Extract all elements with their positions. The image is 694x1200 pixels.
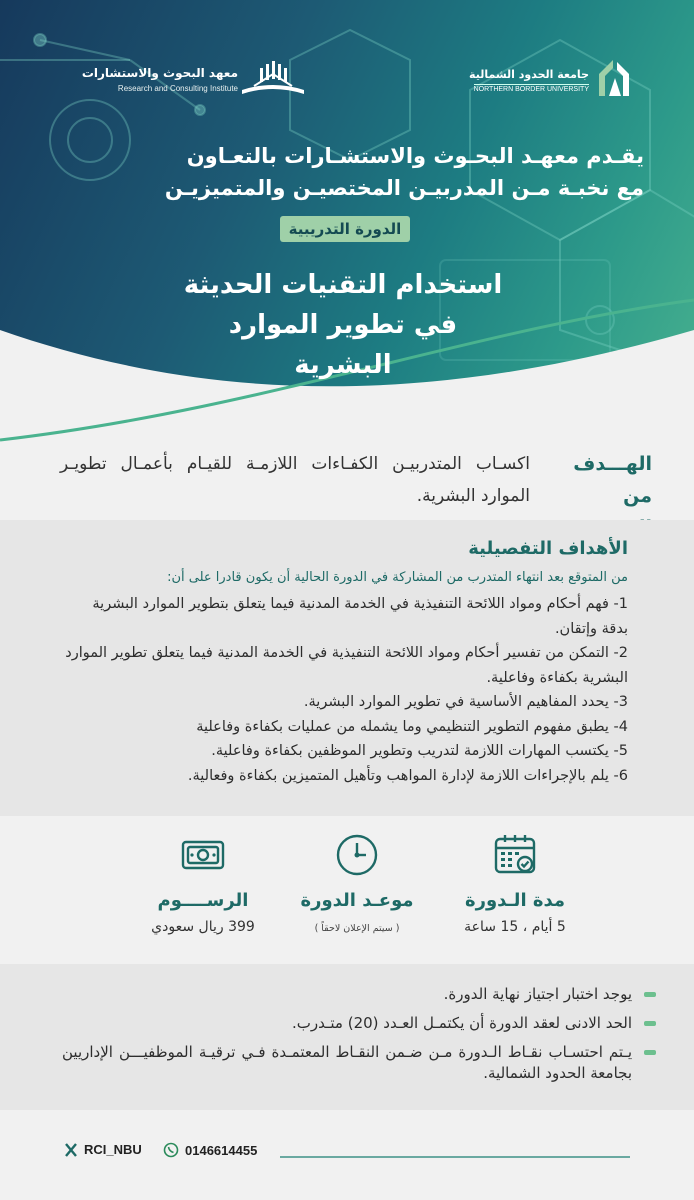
phone-number: 0146614455: [185, 1142, 258, 1158]
duration-info: [430, 832, 600, 935]
objective-item: 6- يلم بالإجراءات اللازمة لإدارة المواهب وتأهيل المتميزين بكفاءة وفعالية.: [187, 767, 628, 784]
duration-value: 5 أيام ، 15 ساعة: [464, 919, 566, 935]
institute-name-ar: معهد البحوث والاستشارات: [81, 66, 238, 80]
objective-item: 1- فهم أحكام ومواد اللائحة التنفيذية في الخدمة المدنية فيما يتعلق بتطوير الموارد البشرية بدقة وإتقان.: [92, 596, 628, 637]
goal-text: اكسـاب المتدربيـن الكفـاءات اللازمـة للقيـام بأعمـال تطويـر الموارد البشرية.: [60, 454, 530, 506]
university-logo: [470, 56, 635, 100]
note-item: [62, 1013, 632, 1034]
note-item: [62, 1042, 632, 1084]
twitter-contact[interactable]: [64, 1142, 142, 1157]
fees-info: [118, 832, 288, 935]
date-value: ( سيتم الإعلان لاحقاً ): [314, 923, 400, 934]
goal-label-line-2: من: [623, 485, 652, 507]
intro-line-1: يقـدم معهـد البحـوث والاستشـارات بالتعـاون: [186, 144, 644, 168]
date-info: [272, 832, 442, 934]
course-title-line-2: في تطوير الموارد البشرية: [228, 310, 458, 380]
note-text: يوجد اختبار اجتياز نهاية الدورة.: [443, 985, 632, 1003]
intro-line-2: مع نخبـة مـن المدربيـن المختصيـن والمتميزيـن: [164, 176, 644, 200]
objectives-title: الأهداف التفصيلية: [468, 538, 628, 559]
bullet-icon: [644, 1050, 656, 1055]
objectives-list: [63, 592, 628, 788]
course-title-line-1: استخدام التقنيات الحديثة: [183, 270, 503, 300]
goal-label-line-1: الهـــدف: [573, 453, 652, 475]
course-title: [178, 265, 508, 385]
fees-title: الرســــوم: [157, 890, 249, 911]
bullet-icon: [644, 992, 656, 997]
objective-item: 2- التمكن من تفسير أحكام ومواد اللائحة التنفيذية في الخدمة المدنية فيما يتعلق تطوير الموارد البشرية بكفاءة وفاعلية.: [65, 645, 628, 686]
date-title: موعـد الدورة: [300, 890, 414, 911]
bullet-icon: [644, 1021, 656, 1026]
book-emblem-icon: [234, 58, 312, 100]
whatsapp-contact[interactable]: [163, 1142, 257, 1158]
money-icon: [180, 832, 226, 878]
notes-section: [0, 964, 694, 1110]
university-name-ar: جامعة الحدود الشمالية: [469, 68, 589, 81]
x-twitter-icon: [64, 1143, 78, 1157]
objective-item: 4- يطبق مفهوم التطوير التنظيمي وما يشمله من عمليات بكفاءة وفاعلية: [196, 718, 628, 735]
note-item: [62, 984, 632, 1005]
notes-list: [62, 984, 632, 1092]
objectives-intro: من المتوقع بعد انتهاء المتدرب من المشاركة في الدورة الحالية أن يكون قادرا على أن:: [167, 570, 628, 585]
detailed-objectives-section: [0, 520, 694, 816]
objective-item: 5- يكتسب المهارات اللازمة لتدريب وتطوير الموظفين بكفاءة وفاعلية.: [211, 743, 628, 759]
objective-item: 3- يحدد المفاهيم الأساسية في تطوير الموارد البشرية.: [303, 694, 628, 710]
whatsapp-icon: [163, 1142, 179, 1158]
footer: [0, 1110, 694, 1200]
institute-name-en: Research and Consulting Institute: [117, 84, 238, 93]
university-name-en: NORTHERN BORDER UNIVERSITY: [473, 86, 589, 93]
university-mark-icon: [593, 56, 635, 100]
course-goal-section: [0, 440, 694, 520]
institute-logo: [62, 58, 312, 100]
twitter-handle: RCI_NBU: [84, 1142, 142, 1157]
duration-title: مدة الـدورة: [464, 890, 566, 911]
course-info-section: [0, 818, 694, 962]
course-label-badge: الدورة التدريبية: [280, 216, 410, 242]
note-text: الحد الادنى لعقد الدورة أن يكتمـل العـدد (20) متـدرب.: [291, 1014, 632, 1032]
clock-icon: [334, 832, 380, 878]
calendar-icon: [492, 832, 538, 878]
intro-text: [84, 140, 644, 204]
fees-value: 399 ريال سعودي: [151, 919, 255, 935]
hero-banner: [0, 0, 694, 450]
note-text: يـتم احتسـاب نقـاط الـدورة مـن ضـمن النقـاط المعتمـدة فـي ترقيـة الموظفيـــن الإداريين بجامعة الحدود الشمالية.: [62, 1043, 632, 1082]
footer-divider: [280, 1156, 630, 1158]
